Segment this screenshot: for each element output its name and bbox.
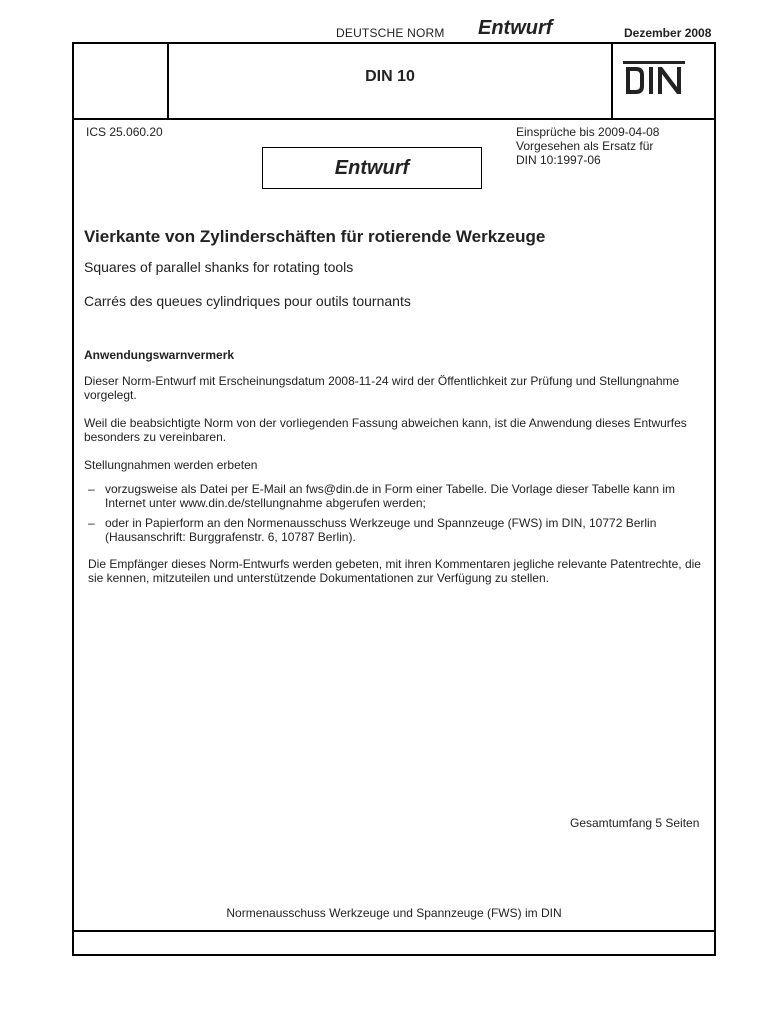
replacement-note: Vorgesehen als Ersatz für: [516, 139, 654, 153]
list-item: [84, 482, 708, 510]
status-label: Entwurf: [478, 17, 553, 39]
list-dash: –: [88, 482, 95, 496]
din-logo-icon: [622, 60, 686, 100]
list-dash: –: [88, 516, 95, 530]
warning-paragraph-1: Dieser Norm-Entwurf mit Erscheinungsdatum 2008-11-24 wird der Öffentlichkeit zur Prüfung und Stellungnahme vorgelegt.: [84, 374, 680, 402]
draft-label: Entwurf: [334, 156, 410, 179]
footer-divider: [72, 930, 716, 932]
header-divider-right: [611, 42, 613, 119]
title-french: Carrés des queues cylindriques pour outils tournants: [84, 293, 411, 309]
total-pages: Gesamtumfang 5 Seiten: [570, 816, 700, 830]
list-item-text: vorzugsweise als Datei per E-Mail an fws@din.de in Form einer Tabelle. Die Vorlage dieser Tabelle kann im Internet unter www.din.de/stellungnahme abgerufen werden;: [105, 482, 676, 510]
document-number: DIN 10: [365, 68, 415, 85]
committee-name: Normenausschuss Werkzeuge und Spannzeuge (FWS) im DIN: [226, 906, 562, 920]
replaced-standard: DIN 10:1997-06: [516, 153, 601, 167]
title-english: Squares of parallel shanks for rotating tools: [84, 259, 354, 275]
objection-deadline: Einsprüche bis 2009-04-08: [516, 125, 660, 139]
warning-heading: Anwendungswarnvermerk: [84, 348, 235, 362]
list-item-text: oder in Papierform an den Normenausschuss Werkzeuge und Spannzeuge (FWS) im DIN, 10772 Berlin (Hausanschrift: Burggrafenstr. 6, 10787 Berlin).: [105, 516, 657, 544]
title-german: Vierkante von Zylinderschäften für rotierende Werkzeuge: [84, 227, 546, 246]
objection-info: [516, 125, 659, 167]
standard-type: DEUTSCHE NORM: [336, 26, 445, 40]
warning-paragraph-4: Die Empfänger dieses Norm-Entwurfs werden gebeten, mit ihren Kommentaren jegliche relevante Patentrechte, die sie kennen, mitzuteilen und unterstützende Dokumentationen zur Verfügung zu stellen.: [88, 557, 701, 585]
ics-code: ICS 25.060.20: [86, 125, 163, 139]
warning-paragraph-2: Weil die beabsichtigte Norm von der vorliegenden Fassung abweichen kann, ist die Anwendung dieses Entwurfes besonders zu vereinbaren.: [84, 416, 687, 444]
publication-date: Dezember 2008: [624, 26, 712, 40]
draft-box: [262, 147, 482, 189]
warning-paragraph-3: Stellungnahmen werden erbeten: [84, 458, 258, 472]
list-item: [84, 516, 708, 544]
